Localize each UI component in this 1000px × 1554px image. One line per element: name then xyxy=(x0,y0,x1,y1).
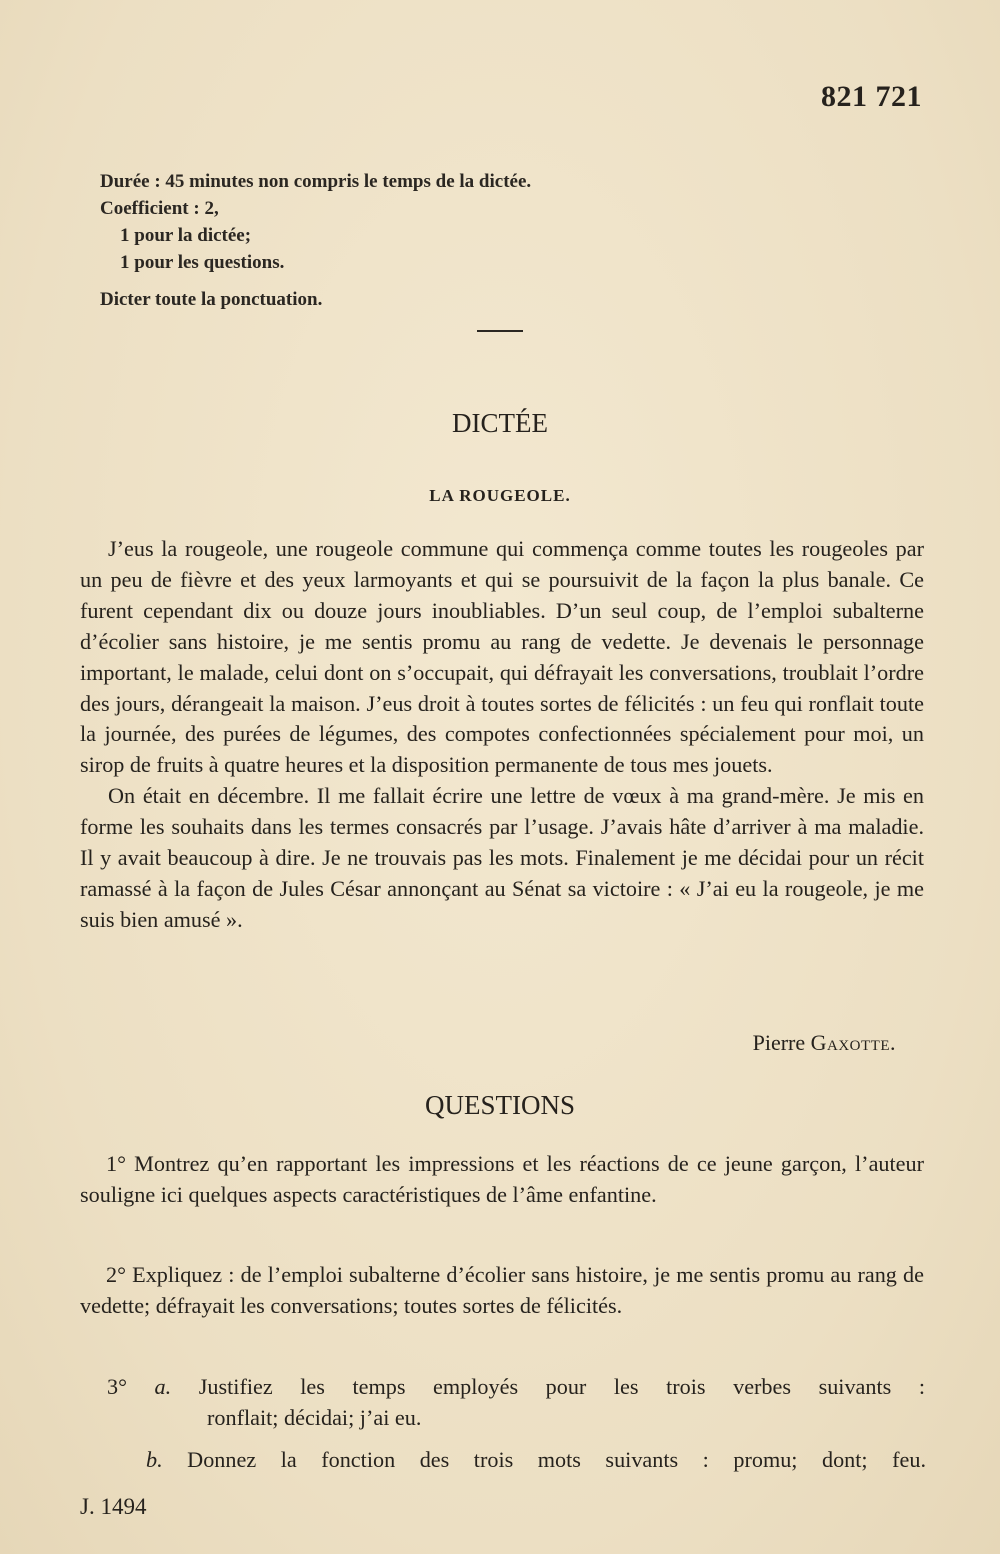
question-3a-letter: a. xyxy=(154,1374,172,1399)
question-3a-line-1 xyxy=(107,1371,925,1402)
question-1 xyxy=(80,1148,924,1210)
question-1-number: 1° xyxy=(106,1151,126,1176)
question-3a xyxy=(107,1371,925,1433)
exam-instructions xyxy=(100,168,531,313)
dictee-subheading: LA ROUGEOLE. xyxy=(429,486,571,505)
coefficient-questions-line: 1 pour les questions. xyxy=(120,252,285,273)
question-3b-text: Donnez la fonction des trois mots suivants : promu; dont; feu. xyxy=(187,1447,926,1472)
question-3a-text: Justifiez les temps employés pour les trois verbes suivants : xyxy=(198,1374,926,1399)
dictee-paragraph-2: On était en décembre. Il me fallait écrire une lettre de vœux à ma grand-mère. Je mis en forme les souhaits dans les termes consacrés par l’usage. J’avais hâte d’arriver à ma maladie. Il y avait beaucoup à dire. Je ne trouvais pas les mots. Finalement je me décidai pour un récit ramassé à la façon de Jules César annonçant au Sénat sa victoire : « J’ai eu la rougeole, je me suis bien amusé ». xyxy=(80,783,924,932)
punctuation-instruction: Dicter toute la ponctuation. xyxy=(100,289,323,310)
dictee-text xyxy=(80,534,924,936)
coefficient-line: Coefficient : 2, xyxy=(100,198,219,219)
dictee-heading: DICTÉE xyxy=(452,408,548,438)
questions-heading: QUESTIONS xyxy=(424,1090,575,1120)
question-3-number: 3° xyxy=(107,1374,127,1399)
author-last-name: Gaxotte. xyxy=(810,1030,896,1055)
question-2-text: Expliquez : de l’emploi subalterne d’écolier sans histoire, je me sentis promu au rang de vedette; défrayait les conversations; toutes sortes de félicités. xyxy=(80,1262,924,1318)
dictee-paragraph-1: J’eus la rougeole, une rougeole commune qui commença comme toutes les rougeoles par un peu de fièvre et des yeux larmoyants et qui se poursuivit de la façon la plus banale. Ce furent cependant dix ou douze jours inoubliables. D’un seul coup, de l’emploi subalterne d’écolier sans histoire, je me sentis promu au rang de vedette. Je devenais le personnage important, le malade, celui dont on s’occupait, qui défrayait les conversations, troublait l’ordre des jours, dérangeait la maison. J’eus droit à toutes sortes de félicités : un feu qui ronflait toute la journée, des purées de légumes, des compotes confectionnées spécialement pour moi, un sirop de fruits à quatre heures et la disposition permanente de tous mes jouets. xyxy=(80,536,924,778)
duration-line: Durée : 45 minutes non compris le temps de la dictée. xyxy=(100,171,532,192)
coefficient-dictee-line: 1 pour la dictée; xyxy=(120,225,252,246)
question-3a-line-2: ronflait; décidai; j’ai eu. xyxy=(207,1405,422,1430)
question-3b-letter: b. xyxy=(146,1447,163,1472)
author-first-name: Pierre xyxy=(752,1030,806,1055)
document-reference: 821 721 xyxy=(821,80,922,113)
footer-code: J. 1494 xyxy=(80,1494,147,1519)
question-3b xyxy=(146,1444,926,1475)
question-2 xyxy=(80,1259,924,1321)
question-2-number: 2° xyxy=(106,1262,126,1287)
question-1-text: Montrez qu’en rapportant les impressions et les réactions de ce jeune garçon, l’auteur souligne ici quelques aspects caractéristiques de l’âme enfantine. xyxy=(80,1151,925,1207)
section-divider xyxy=(477,330,523,332)
dictee-author xyxy=(753,1030,896,1056)
